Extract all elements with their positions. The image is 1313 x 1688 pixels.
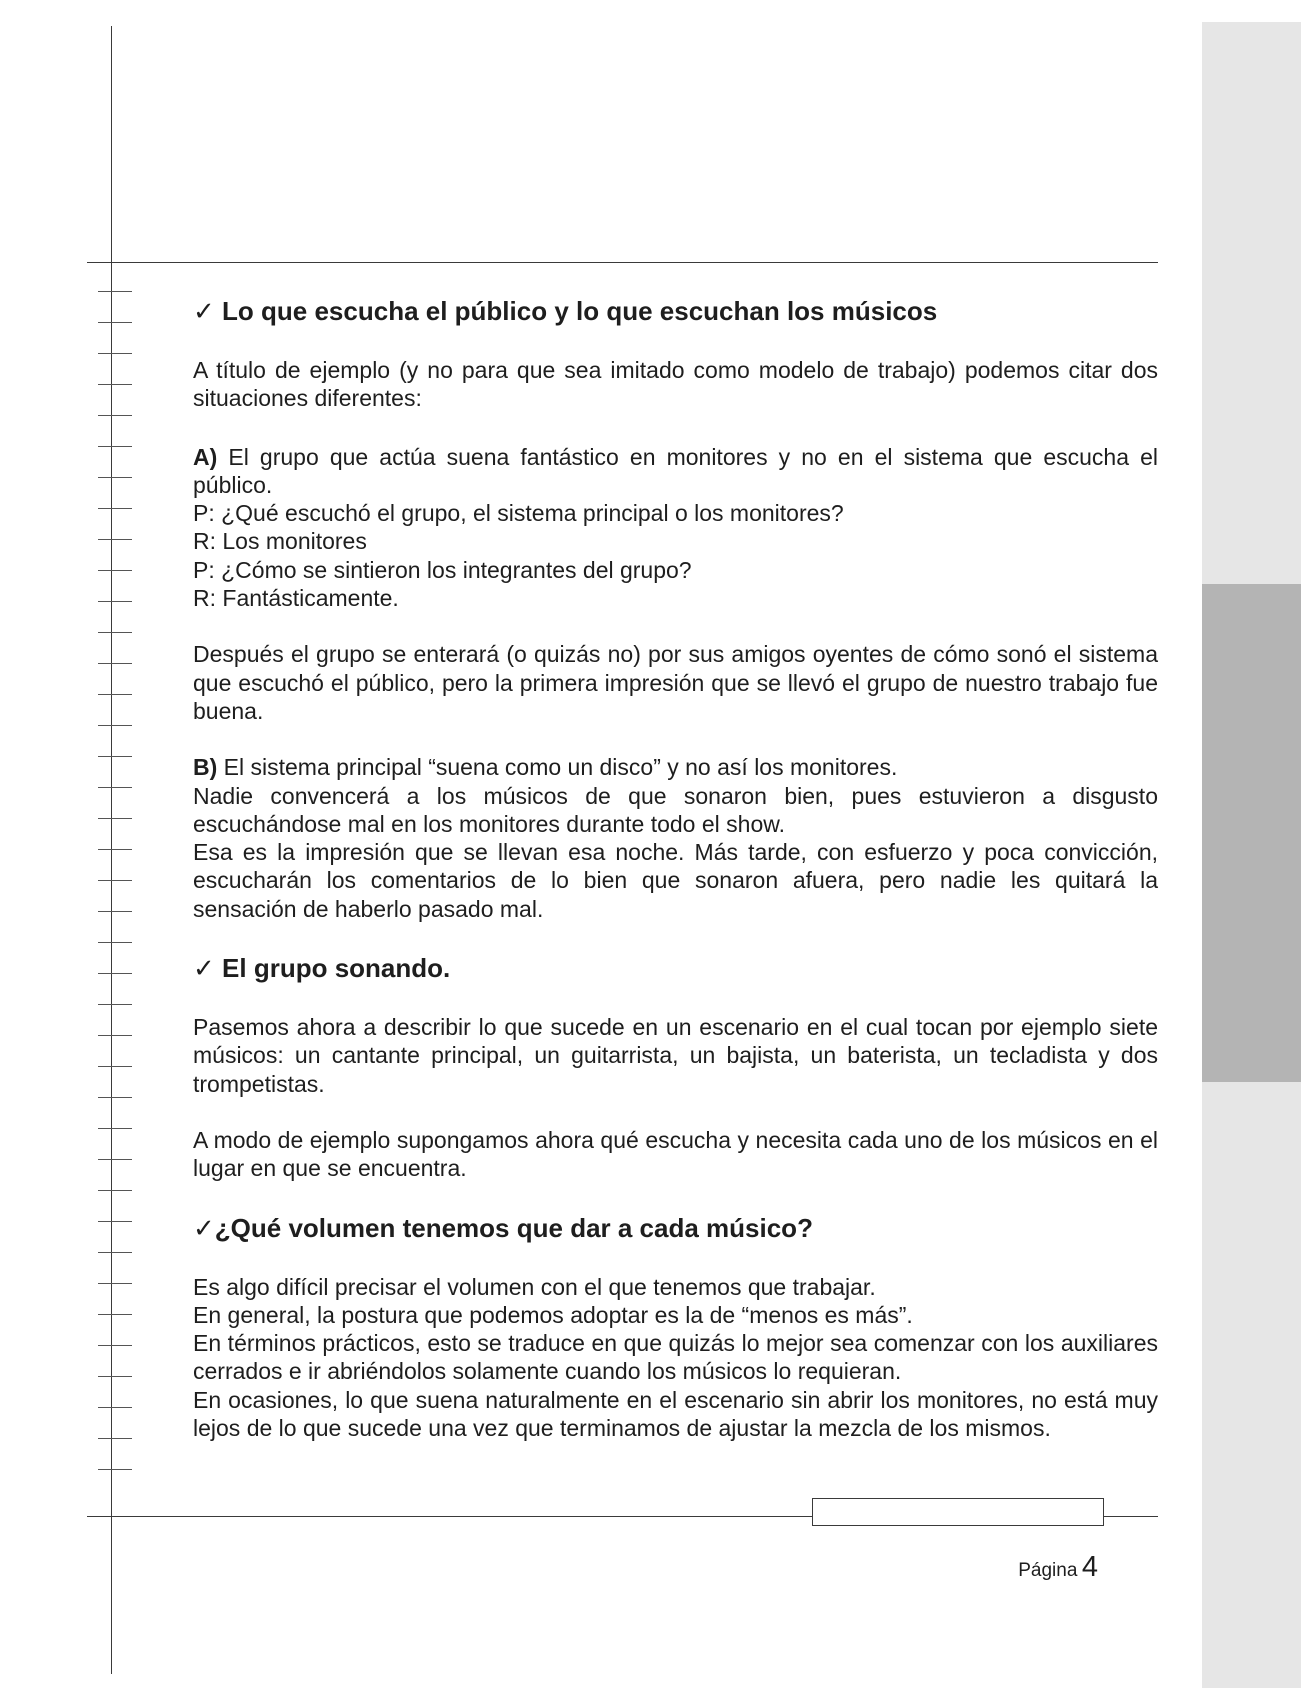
after-a-paragraph: Después el grupo se enterará (o quizás no) por sus amigos oyentes de cómo sonó el sistema que escuchó el público, pero la primera impresión que se llevó el grupo de nuestro trabajo fue buena. — [193, 641, 1158, 724]
page-label: Página — [1018, 1560, 1078, 1581]
page-number: 4 — [1081, 1551, 1098, 1583]
side-tab-marker — [1202, 584, 1301, 1082]
body-line: En general, la postura que podemos adoptar es la de “menos es más”. — [193, 1301, 913, 1328]
footer-box — [812, 1498, 1104, 1526]
page-number-footer — [1000, 1551, 1098, 1584]
case-a-text: El grupo que actúa suena fantástico en monitores y no en el sistema que escucha el público. — [193, 443, 1159, 498]
checkmark-icon: ✓ — [193, 296, 215, 326]
section-heading-audience — [193, 294, 1158, 328]
case-b-label: B) — [193, 754, 218, 781]
qa-line: P: ¿Qué escuchó el grupo, el sistema principal o los monitores? — [193, 500, 844, 527]
body-line: En términos prácticos, esto se traduce en que quizás lo mejor sea comenzar con los auxiliares cerrados e ir abriéndolos solamente cuando los músicos lo requieran. — [193, 1330, 1158, 1385]
case-a-paragraph — [193, 443, 1158, 500]
case-b-paragraph — [193, 753, 1158, 781]
section-heading-volume — [193, 1211, 1158, 1245]
checkmark-icon: ✓ — [193, 1212, 215, 1243]
heading-text: ¿Qué volumen tenemos que dar a cada músico? — [214, 1212, 813, 1243]
checkmark-icon: ✓ — [193, 953, 215, 984]
qa-line: R: Los monitores — [193, 528, 367, 555]
body-paragraph: A modo de ejemplo supongamos ahora qué escucha y necesita cada uno de los músicos en el lugar en que se encuentra. — [193, 1126, 1158, 1182]
body-line: En ocasiones, lo que suena naturalmente en el escenario sin abrir los monitores, no está muy lejos de lo que sucede una vez que terminamos de ajustar la mezcla de los mismos. — [193, 1386, 1158, 1442]
heading-text: El grupo sonando. — [222, 953, 451, 984]
body-line: Es algo difícil precisar el volumen con el que tenemos que trabajar. — [193, 1273, 876, 1300]
qa-line: R: Fantásticamente. — [193, 585, 399, 612]
margin-tick-marks — [98, 291, 132, 1471]
qa-line: P: ¿Cómo se sintieron los integrantes del grupo? — [193, 556, 692, 583]
top-horizontal-rule — [87, 262, 1158, 263]
page-body — [193, 294, 1158, 1442]
case-b-text: El sistema principal “suena como un disco” y no así los monitores. — [223, 754, 898, 781]
case-b-line: Esa es la impresión que se llevan esa noche. Más tarde, con esfuerzo y poca convicción, escucharán los comentarios de lo bien que sonaron afuera, pero nadie les quitará la sensación de haberlo pasado mal. — [193, 839, 1158, 922]
intro-paragraph: A título de ejemplo (y no para que sea imitado como modelo de trabajo) podemos citar dos situaciones diferentes: — [193, 357, 1158, 412]
section-heading-group — [193, 951, 1158, 985]
body-paragraph: Pasemos ahora a describir lo que sucede en un escenario en el cual tocan por ejemplo siete músicos: un cantante principal, un guitarrista, un bajista, un baterista, un tecladista y dos trompetistas. — [193, 1014, 1158, 1097]
heading-text: Lo que escucha el público y lo que escuchan los músicos — [222, 296, 938, 326]
case-b-line: Nadie convencerá a los músicos de que sonaron bien, pues estuvieron a disgusto escuchándose mal en los monitores durante todo el show. — [193, 782, 1158, 837]
case-a-label: A) — [193, 443, 218, 470]
